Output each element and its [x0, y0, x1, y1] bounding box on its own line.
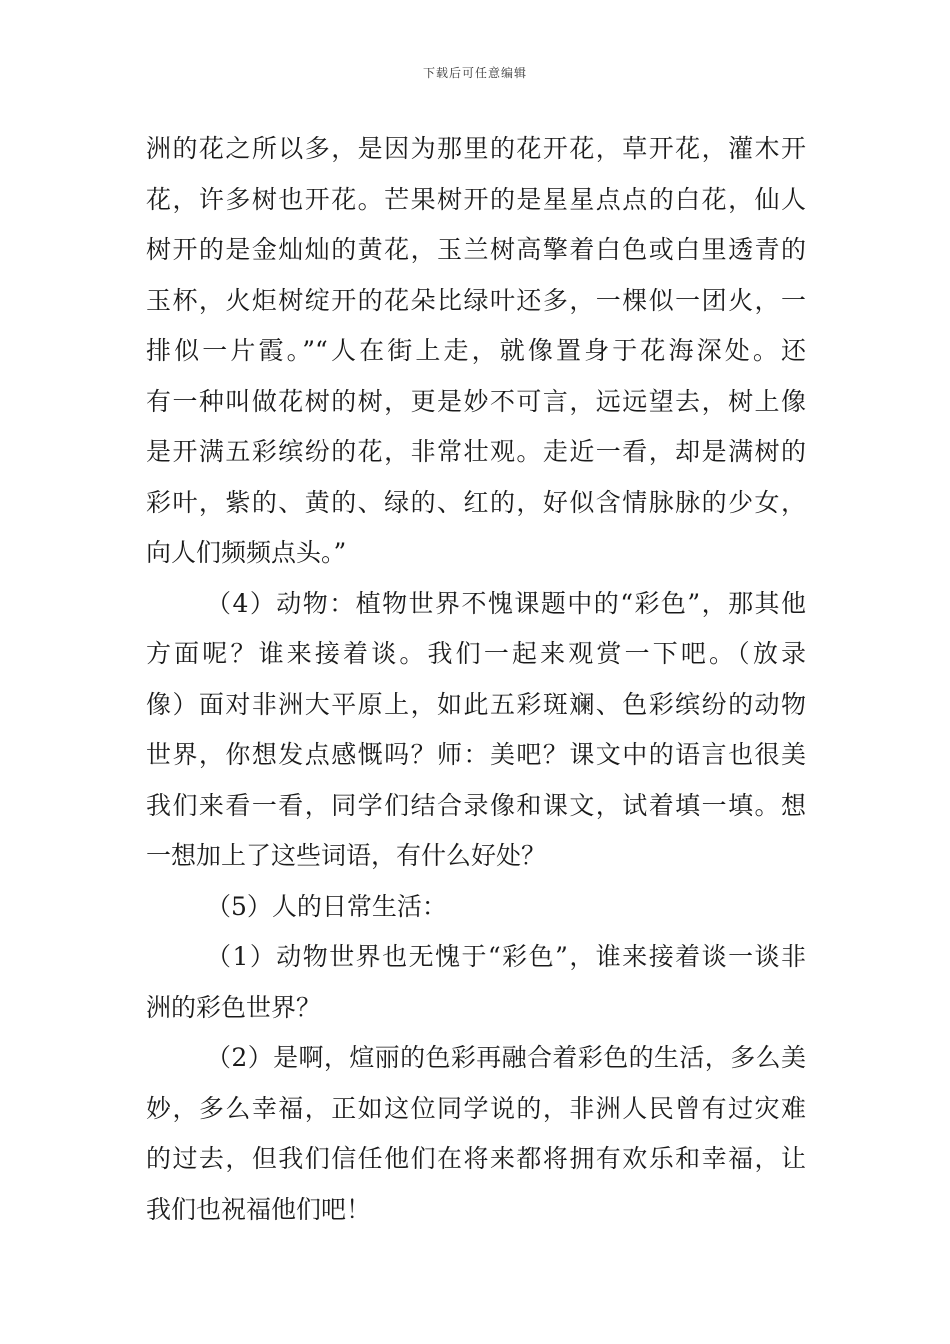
- text-line: 排似一片霞。”“人在街上走，就像置身于花海深处。还: [146, 336, 806, 365]
- text-line: 的过去，但我们信任他们在将来都将拥有欢乐和幸福，让: [146, 1144, 806, 1173]
- text-line: 我们来看一看，同学们结合录像和课文，试着填一填。想: [146, 790, 806, 820]
- text-line: 一想加上了这些词语，有什么好处？: [146, 841, 547, 870]
- text-line: 向人们频频点头。”: [146, 538, 347, 567]
- text-line: 方面呢？谁来接着谈。我们一起来观赏一下吧。（放录: [146, 639, 806, 668]
- text-line: 彩叶，紫的、黄的、绿的、红的，好似含情脉脉的少女，: [146, 487, 806, 517]
- text-line: 洲的彩色世界？: [146, 992, 322, 1022]
- text-line: 是开满五彩缤纷的花，非常壮观。走近一看，却是满树的: [146, 437, 806, 466]
- text-line: 玉杯，火炬树绽开的花朵比绿叶还多，一棵似一团火，一: [146, 285, 806, 315]
- text-line: 我们也祝福他们吧！: [146, 1194, 372, 1224]
- text-line: 树开的是金灿灿的黄花，玉兰树高擎着白色或白里透青的: [146, 235, 806, 264]
- document-body: [146, 124, 806, 1235]
- text-line: 世界，你想发点感慨吗？师：美吧？课文中的语言也很美: [146, 740, 806, 769]
- text-line: 有一种叫做花树的树，更是妙不可言，远远望去，树上像: [146, 386, 806, 416]
- text-line: （4）动物：植物世界不愧课题中的“彩色”，那其他: [206, 588, 806, 618]
- text-line: （2）是啊，煊丽的色彩再融合着彩色的生活，多么美: [206, 1043, 806, 1072]
- text-line: 妙，多么幸福，正如这位同学说的，非洲人民曾有过灾难: [146, 1093, 806, 1123]
- text-line: （5）人的日常生活：: [206, 891, 447, 921]
- text-line: 像）面对非洲大平原上，如此五彩斑斓、色彩缤纷的动物: [146, 689, 806, 719]
- text-line: （1）动物世界也无愧于“彩色”，谁来接着谈一谈非: [206, 942, 806, 971]
- page-header-note: 下载后可任意编辑: [422, 66, 527, 80]
- text-line: 洲的花之所以多，是因为那里的花开花，草开花，灌木开: [146, 134, 806, 163]
- text-line: 花，许多树也开花。芒果树开的是星星点点的白花，仙人: [146, 184, 806, 214]
